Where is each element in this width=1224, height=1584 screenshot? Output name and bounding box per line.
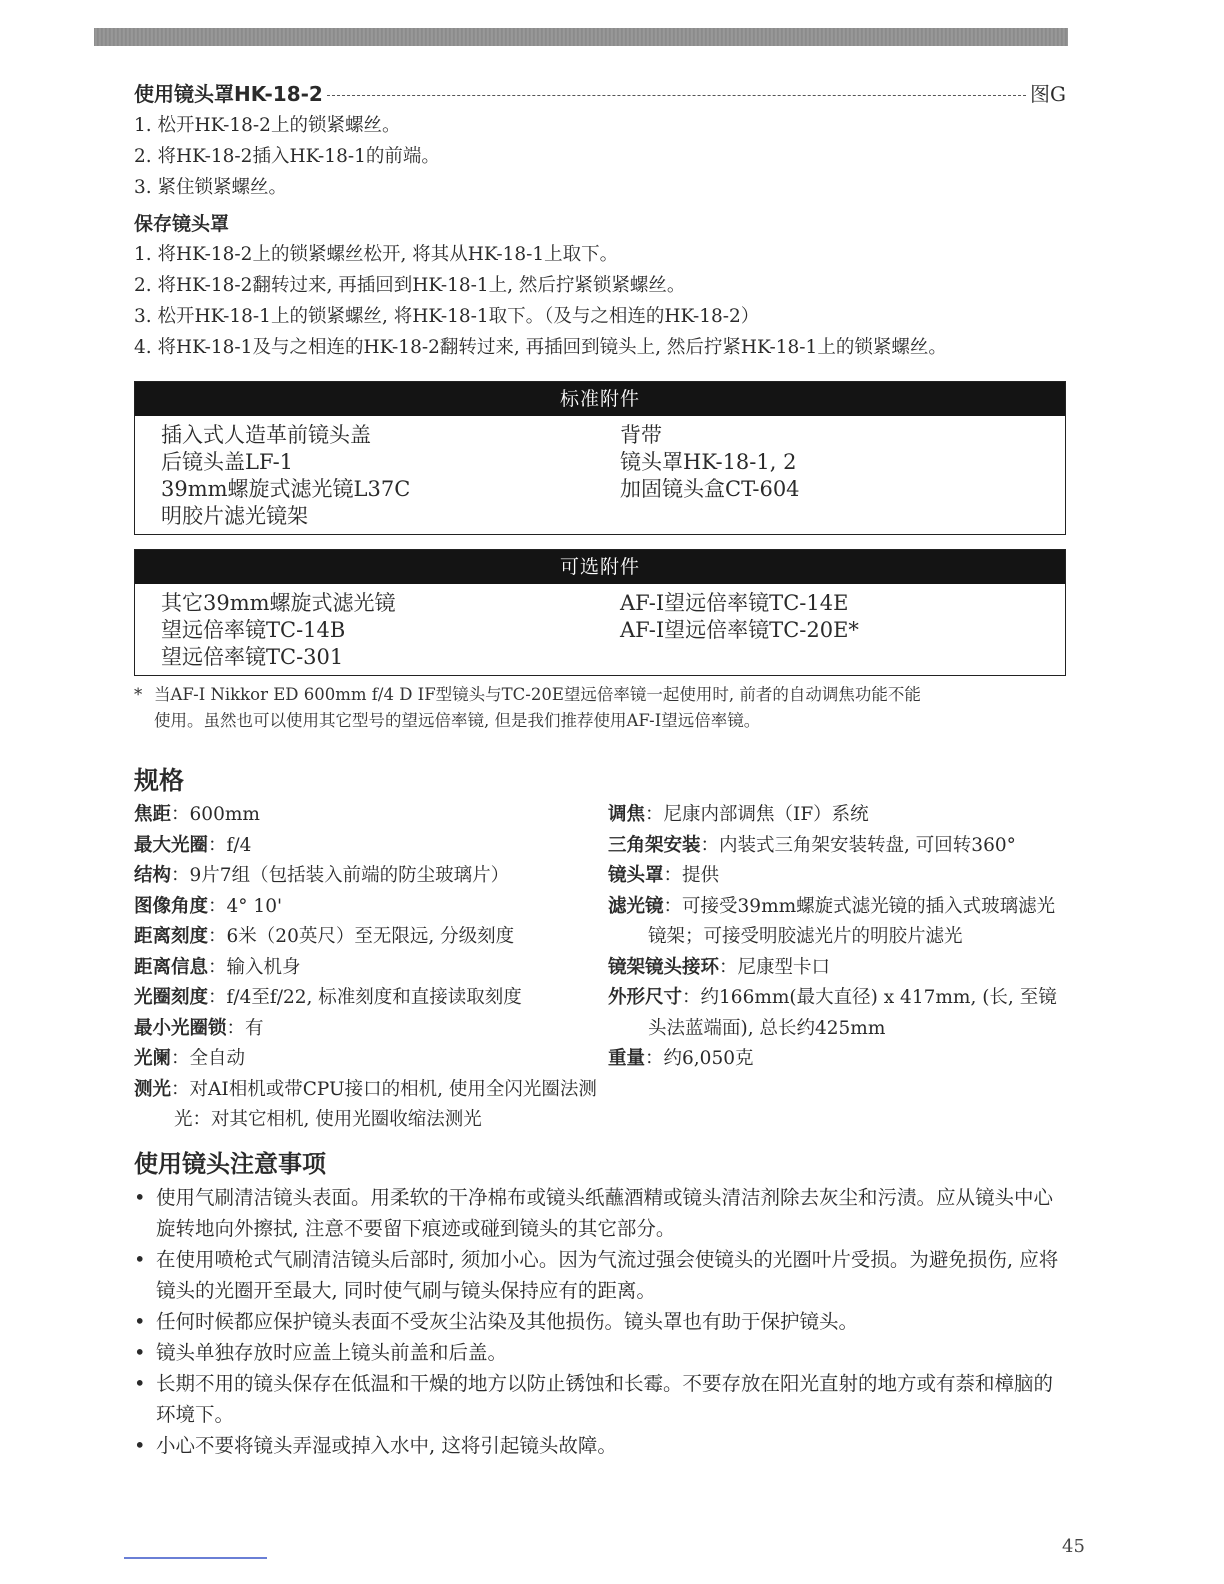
- hood-step-1: 1. 松开HK-18-2上的锁紧螺丝。: [134, 115, 401, 136]
- spec-item: 结构：9片7组（包括装入前端的防尘玻璃片）: [134, 865, 510, 886]
- hood-section-title: [134, 78, 1066, 110]
- standard-accessories-right: [580, 422, 1039, 530]
- spec-item: 重量：约6,050克: [608, 1048, 754, 1069]
- storage-step-3: 3. 松开HK-18-1上的锁紧螺丝, 将HK-18-1取下。（及与之相连的HK-18-2）: [134, 306, 760, 327]
- spec-item: 最大光圈：f/4: [134, 834, 252, 856]
- storage-steps: [134, 239, 1066, 363]
- storage-step-4: 4. 将HK-18-1及与之相连的HK-18-2翻转过来, 再插回到镜头上, 然后拧紧HK-18-1上的锁紧螺丝。: [134, 337, 947, 358]
- hood-step-2: 2. 将HK-18-2插入HK-18-1的前端。: [134, 146, 440, 167]
- spec-item: 图像角度：4° 10': [134, 895, 283, 917]
- accessory-item: 望远倍率镜TC-14B: [161, 618, 346, 642]
- footnote-line-1: 当AF-I Nikkor ED 600mm f/4 D IF型镜头与TC-20E望远倍率镜一起使用时, 前者的自动调焦功能不能: [154, 685, 921, 704]
- hood-step-3: 3. 紧住锁紧螺丝。: [134, 177, 288, 198]
- specs-title: 规格: [134, 766, 185, 795]
- care-note: • 长期不用的镜头保存在低温和干燥的地方以防止锈蚀和长霉。不要存放在阳光直射的地方或有萘和樟脑的环境下。: [134, 1371, 1054, 1426]
- accessory-item: AF-I望远倍率镜TC-14E: [620, 591, 849, 615]
- spec-item: 焦距：600mm: [134, 804, 260, 825]
- spec-item: 光圈刻度：f/4至f/22, 标准刻度和直接读取刻度: [134, 987, 522, 1008]
- accessory-item: 加固镜头盒CT-604: [620, 477, 800, 501]
- leader-dashes: [327, 95, 1026, 96]
- spec-item: 调焦：尼康内部调焦（IF）系统: [608, 804, 869, 825]
- hood-steps: [134, 110, 1066, 203]
- spec-item: 外形尺寸：约166mm(最大直径) x 417mm, (长, 至镜头法蓝端面), 总长约425mm: [608, 987, 1057, 1039]
- header-bar: [94, 28, 1068, 46]
- storage-step-1: 1. 将HK-18-2上的锁紧螺丝松开, 将其从HK-18-1上取下。: [134, 244, 619, 265]
- care-note: • 使用气刷清洁镜头表面。用柔软的干净棉布或镜头纸蘸酒精或镜头清洁剂除去灰尘和污渍。应从镜头中心旋转地向外擦拭, 注意不要留下痕迹或碰到镜头的其它部分。: [134, 1185, 1054, 1240]
- specs-right-column: [608, 800, 1066, 1136]
- page-number: 45: [1062, 1536, 1085, 1557]
- optional-accessories-right: [580, 590, 1039, 671]
- accessory-item: 镜头罩HK-18-1, 2: [620, 450, 797, 474]
- footnote-marker: *: [134, 685, 143, 704]
- accessory-item: 其它39mm螺旋式滤光镜: [161, 591, 396, 615]
- storage-section-title: 保存镜头罩: [134, 213, 230, 235]
- accessory-item: 后镜头盖LF-1: [161, 450, 294, 474]
- spec-item: 距离信息：输入机身: [134, 956, 301, 978]
- spec-item: 三角架安装：内装式三角架安装转盘, 可回转360°: [608, 834, 1016, 856]
- care-note: • 在使用喷枪式气刷清洁镜头后部时, 须加小心。因为气流过强会使镜头的光圈叶片受损。为避免损伤, 应将镜头的光圈开至最大, 同时使气刷与镜头保持应有的距离。: [134, 1247, 1059, 1302]
- accessory-item: 39mm螺旋式滤光镜L37C: [161, 477, 411, 501]
- accessory-item: 插入式人造革前镜头盖: [161, 423, 371, 447]
- care-notes: [134, 1182, 1066, 1461]
- spec-item: 光阑：全自动: [134, 1048, 246, 1069]
- accessory-item: 明胶片滤光镜架: [161, 504, 308, 528]
- care-note: • 任何时候都应保护镜头表面不受灰尘沾染及其他损伤。镜头罩也有助于保护镜头。: [134, 1309, 859, 1333]
- accessory-item: 望远倍率镜TC-301: [161, 645, 344, 669]
- footer-rule: [124, 1557, 267, 1559]
- page-content: [134, 78, 1066, 1461]
- standard-accessories-box: [134, 381, 1066, 535]
- standard-accessories-left: [161, 422, 580, 530]
- spec-item: 测光：对AI相机或带CPU接口的相机, 使用全闪光圈法测光：对其它相机, 使用光圈收缩法测光: [134, 1078, 597, 1130]
- hood-title-text: 使用镜头罩HK-18-2: [134, 82, 323, 106]
- optional-accessories-left: [161, 590, 580, 671]
- footnote-line-2: 使用。虽然也可以使用其它型号的望远倍率镜, 但是我们推荐使用AF-I望远倍率镜。: [154, 711, 761, 730]
- care-note: • 镜头单独存放时应盖上镜头前盖和后盖。: [134, 1340, 508, 1364]
- care-note: • 小心不要将镜头弄湿或掉入水中, 这将引起镜头故障。: [134, 1433, 617, 1457]
- spec-item: 滤光镜：可接受39mm螺旋式滤光镜的插入式玻璃滤光镜架；可接受明胶滤光片的明胶片滤光: [608, 895, 1056, 947]
- optional-accessories-box: [134, 549, 1066, 676]
- specs-table: [134, 800, 1066, 1136]
- accessory-item: 背带: [620, 423, 662, 447]
- optional-accessories-header: 可选附件: [135, 550, 1065, 584]
- spec-item: 镜头罩：提供: [608, 865, 720, 886]
- spec-item: 最小光圈锁：有: [134, 1017, 264, 1039]
- storage-step-2: 2. 将HK-18-2翻转过来, 再插回到HK-18-1上, 然后拧紧锁紧螺丝。: [134, 275, 686, 296]
- spec-item: 镜架镜头接环：尼康型卡口: [608, 956, 831, 978]
- footnote: [134, 682, 1066, 734]
- figure-reference: 图G: [1030, 82, 1066, 106]
- care-title: 使用镜头注意事项: [134, 1149, 326, 1178]
- specs-left-column: [134, 800, 608, 1136]
- accessory-item: AF-I望远倍率镜TC-20E*: [620, 618, 859, 642]
- spec-item: 距离刻度：6米（20英尺）至无限远, 分级刻度: [134, 926, 515, 947]
- standard-accessories-header: 标准附件: [135, 382, 1065, 416]
